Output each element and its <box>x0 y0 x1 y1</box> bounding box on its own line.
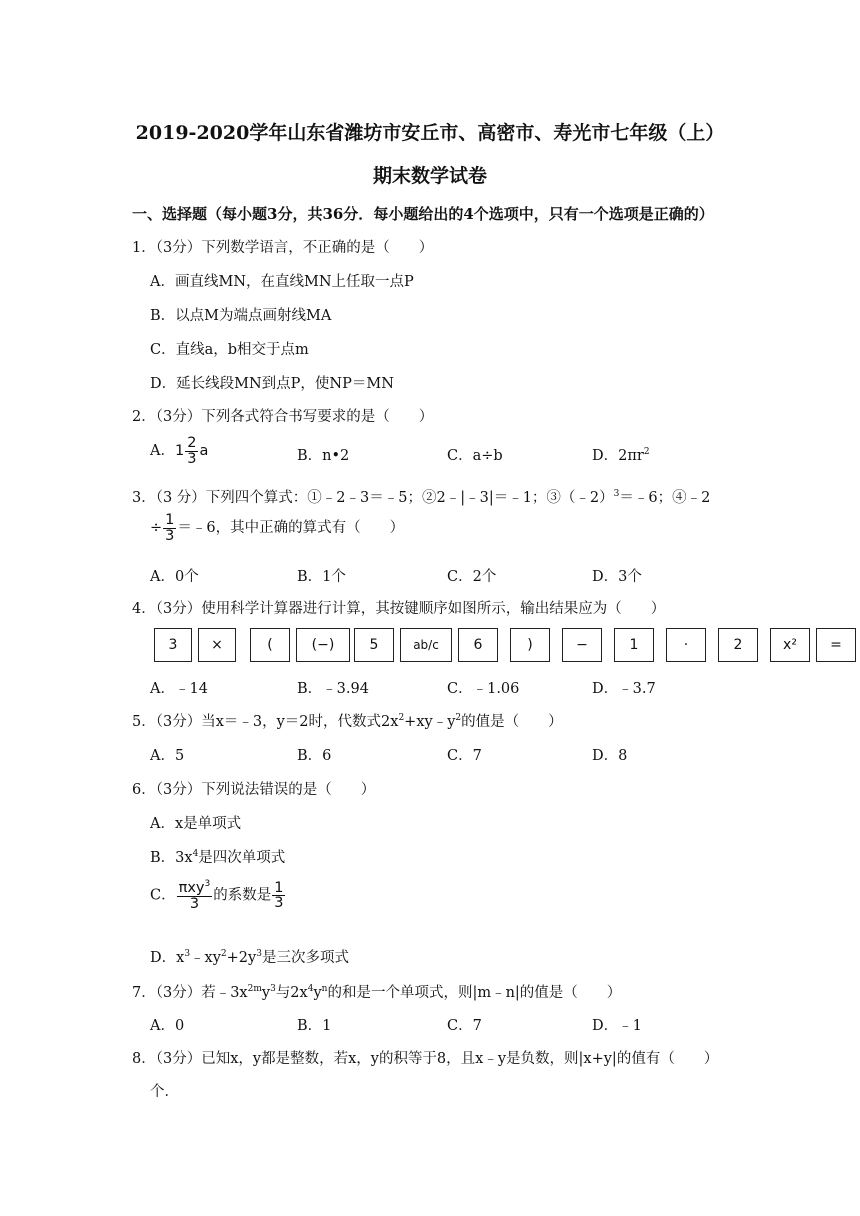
calculator-key: − <box>562 628 602 662</box>
q4-stem: 4．（3分）使用科学计算器进行计算，其按键顺序如图所示，输出结果应为（ ） <box>132 601 666 617</box>
calculator-key: ) <box>510 628 550 662</box>
calculator-key: ( <box>250 628 290 662</box>
q3-option-d: D．3个 <box>592 569 642 585</box>
calculator-key: 1 <box>614 628 654 662</box>
q2-option-b: B．n•2 <box>297 448 350 464</box>
calculator-key: = <box>816 628 856 662</box>
q6-option-d: D．$x^3﹣xy^2+2y^3$是三次多项式 <box>150 949 349 966</box>
q1-option-c: C．直线a，b相交于点m <box>150 342 309 358</box>
q7-option-d: D．﹣1 <box>592 1018 642 1034</box>
doc-title-line2: 期末数学试卷 <box>372 165 487 187</box>
q7-stem: 7．（3分）若$﹣3x^{2m}y^3$与$2x^4y^n$的和是一个单项式，则|m﹣n|的值是（ ） <box>132 984 622 1001</box>
calculator-key: 6 <box>458 628 498 662</box>
q1-option-b: B．以点M为端点画射线MA <box>150 308 332 324</box>
q7-option-b: B．1 <box>297 1018 332 1034</box>
q6-option-c: C． $\frac{\pi xy^3}{3}$ 的系数是 $\frac{1}{3}$ <box>150 879 284 912</box>
section-heading: 一、选择题（每小题3分，共36分．每小题给出的4个选项中，只有一个选项是正确的） <box>132 205 714 223</box>
q4-option-c: C．﹣1.06 <box>447 681 520 697</box>
q5-option-c: C．7 <box>447 748 482 764</box>
q8-stem-line1: 8．（3分）已知x，y都是整数，若x，y的积等于8，且x﹣y是负数，则|x+y|的值有（ ） <box>132 1051 719 1067</box>
calculator-key: x² <box>770 628 810 662</box>
calculator-key: · <box>666 628 706 662</box>
q4-option-a: A．﹣14 <box>150 681 208 697</box>
calculator-key: 5 <box>354 628 394 662</box>
q5-option-a: A．5 <box>150 748 185 764</box>
q6-stem: 6．（3分）下列说法错误的是（ ） <box>132 782 376 798</box>
q1-stem: 1．（3分）下列数学语言，不正确的是（ ） <box>132 240 434 256</box>
q8-stem-line2: 个． <box>150 1084 179 1100</box>
q3-stem-line2: ÷ $\frac{1}{3}$ ＝﹣6，其中正确的算式有（ ） <box>150 512 405 544</box>
q5-stem: 5．（3分）当x＝﹣3，y＝2时，代数式$2x^2+xy﹣y^2$的值是（ ） <box>132 713 563 730</box>
q3-stem-line1: 3．（3 分）下列四个算式：①﹣2﹣3＝﹣5；②2﹣|﹣3|＝﹣1；③（﹣2）$^3$＝﹣6；④﹣2 <box>132 489 711 506</box>
q3-option-c: C．2个 <box>447 569 497 585</box>
q1-option-a: A．画直线MN，在直线MN上任取一点P <box>150 274 414 290</box>
q2-option-a: A．1 $\frac{2}{3}$ a <box>150 435 209 467</box>
calculator-key: 3 <box>154 628 192 662</box>
q4-option-d: D．﹣3.7 <box>592 681 656 697</box>
q5-option-b: B．6 <box>297 748 332 764</box>
q2-option-c: C．a÷b <box>447 448 503 464</box>
q6-option-a: A．x是单项式 <box>150 816 242 832</box>
calculator-key: ab/c <box>400 628 452 662</box>
q2-option-d: D．$2\pi r^2$ <box>592 447 650 464</box>
q6-option-b: B．$3x^4$是四次单项式 <box>150 849 286 866</box>
q2-stem: 2．（3分）下列各式符合书写要求的是（ ） <box>132 409 434 425</box>
calculator-key: 2 <box>718 628 758 662</box>
q7-option-c: C．7 <box>447 1018 482 1034</box>
q1-option-d: D．延长线段MN到点P，使NP＝MN <box>150 376 394 392</box>
q4-option-b: B．﹣3.94 <box>297 681 369 697</box>
doc-title-line1: 2019-2020学年山东省潍坊市安丘市、高密市、寿光市七年级（上） <box>135 122 725 144</box>
calculator-key: (−) <box>296 628 350 662</box>
q3-option-b: B．1个 <box>297 569 346 585</box>
q7-option-a: A．0 <box>150 1018 185 1034</box>
q3-option-a: A．0个 <box>150 569 199 585</box>
calculator-key: × <box>198 628 236 662</box>
q5-option-d: D．8 <box>592 748 628 764</box>
